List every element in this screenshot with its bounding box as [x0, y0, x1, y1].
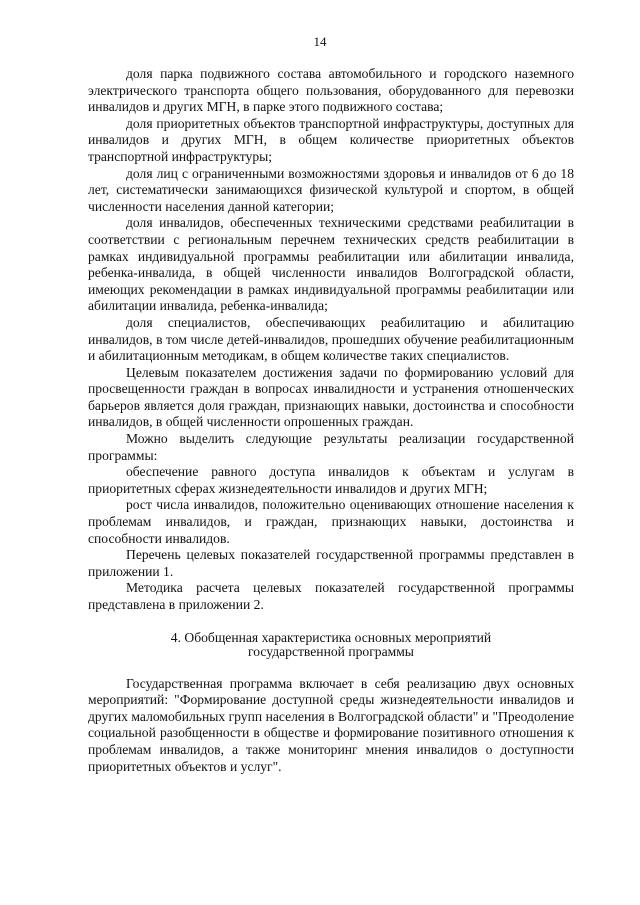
page-number: 14 — [313, 34, 327, 49]
paragraph: рост числа инвалидов, положительно оценивающих отношение населения к проблемам инвалидов, и граждан, признающих навыки, достоинства и способности инвалидов. — [88, 497, 574, 546]
paragraph: Целевым показателем достижения задачи по формированию условий для просвещенности граждан в вопросах инвалидности и устранения отношенческих барьеров является доля граждан, признающих навыки, достоинства и способности инвалидов, в общей численности опрошенных граждан. — [88, 364, 574, 430]
paragraph: Можно выделить следующие результаты реализации государственной программы: — [88, 431, 574, 463]
paragraph: доля специалистов, обеспечивающих реабилитацию и абилитацию инвалидов, в том числе детей-инвалидов, прошедших обучение реабилитационным и абилитационным методикам, в общем количестве таких специалистов. — [88, 314, 574, 364]
paragraph: доля парка подвижного состава автомобильного и городского наземного электрического транспорта общего пользования, оборудованного для перевозки инвалидов и других МГН, в парке этого подвижного состава; — [88, 66, 574, 115]
paragraph: доля приоритетных объектов транспортной инфраструктуры, доступных для инвалидов и других МГН, в общем количестве приоритетных объектов транспортной инфраструктуры; — [88, 115, 574, 164]
section-heading — [88, 631, 574, 659]
paragraph: Перечень целевых показателей государственной программы представлен в приложении 1. — [88, 547, 574, 579]
section-heading-line: государственной программы — [248, 643, 414, 659]
paragraph: доля инвалидов, обеспеченных техническими средствами реабилитации в соответствии с региональным перечнем технических средств реабилитации в рамках индивидуальной программы реабилитации или абилитации инвалида, ребенка-инвалида, в общей численности инвалидов Волгоградской области, имеющих рекомендации в рамках индивидуальной программы реабилитации или абилитации инвалида, ребенка-инвалида; — [88, 215, 574, 314]
document-body — [88, 66, 574, 775]
section-heading-line: 4. Обобщенная характеристика основных мероприятий — [170, 629, 492, 645]
paragraph: Методика расчета целевых показателей государственной программы представлена в приложении 2. — [88, 580, 574, 612]
paragraph: Государственная программа включает в себя реализацию двух основных мероприятий: "Формирование доступной среды жизнедеятельности инвалидов и других маломобильных групп населения в Волгоградской области" и "Преодоление социальной разобщенности в обществе и формирование позитивного отношения к проблемам инвалидов, а также мониторинг мнения инвалидов о доступности приоритетных объектов и услуг". — [88, 675, 574, 774]
paragraph: обеспечение равного доступа инвалидов к объектам и услугам в приоритетных сферах жизнедеятельности инвалидов и других МГН; — [88, 464, 574, 496]
paragraph: доля лиц с ограниченными возможностями здоровья и инвалидов от 6 до 18 лет, систематически занимающихся физической культурой и спортом, в общей численности населения данной категории; — [88, 165, 574, 214]
